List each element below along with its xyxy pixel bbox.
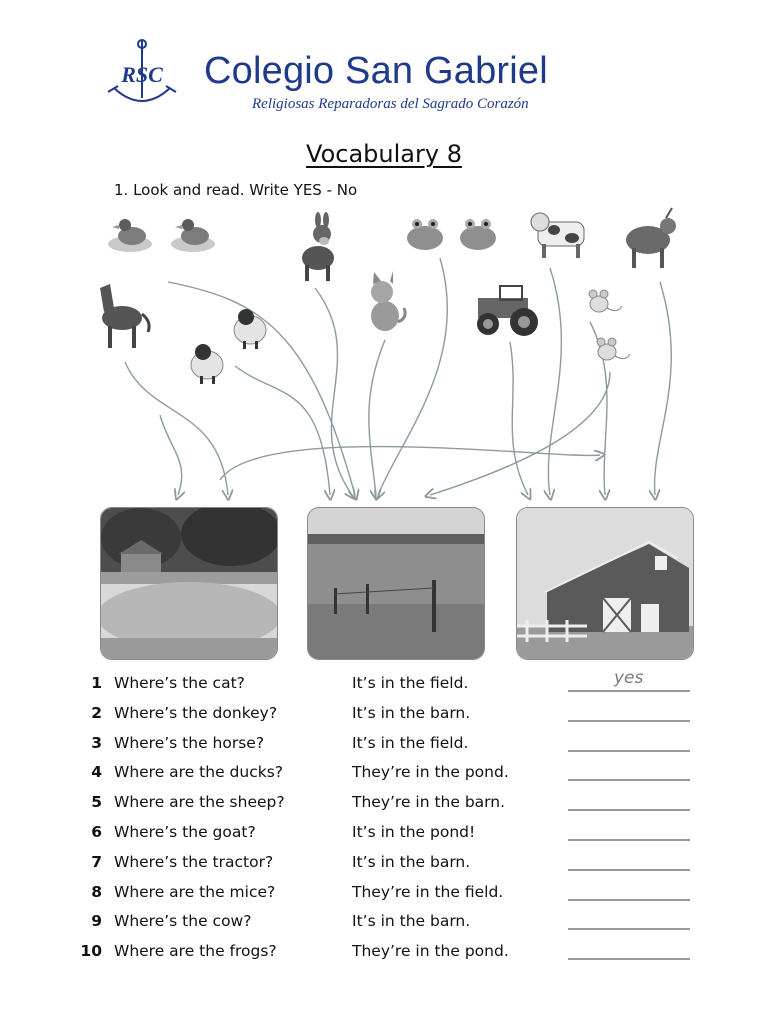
- question-text: Where’s the cow?: [114, 912, 252, 931]
- answer-blank[interactable]: [568, 928, 690, 930]
- question-row: [0, 668, 768, 702]
- sheep-icon: [191, 309, 266, 384]
- answer-blank[interactable]: [568, 869, 690, 871]
- handwritten-answer: yes: [614, 668, 644, 688]
- pond-photo: [100, 507, 278, 660]
- question-row: [0, 823, 768, 851]
- answer-blank[interactable]: [568, 690, 690, 692]
- question-text: Where’s the cat?: [114, 674, 245, 692]
- question-row: [0, 883, 768, 911]
- worksheet-title: Vocabulary 8: [306, 140, 462, 168]
- logo-text: RSC: [121, 62, 163, 87]
- question-number: 9: [91, 912, 102, 931]
- answer-text: It’s in the barn.: [352, 703, 471, 722]
- answer-text: It’s in the pond!: [352, 823, 476, 841]
- instruction: 1. Look and read. Write YES - No: [114, 181, 358, 199]
- field-photo: [307, 507, 485, 660]
- answer-blank[interactable]: [568, 750, 690, 752]
- answer-blank[interactable]: [568, 720, 690, 722]
- answer-text: They’re in the barn.: [352, 793, 506, 812]
- answer-text: It’s in the barn.: [352, 912, 471, 931]
- question-text: Where’s the goat?: [114, 823, 256, 841]
- goat-icon: [626, 208, 676, 268]
- answer-text: It’s in the field.: [352, 733, 469, 752]
- answer-blank[interactable]: [568, 899, 690, 901]
- answer-text: They’re in the pond.: [352, 942, 509, 961]
- question-number: 5: [91, 793, 102, 812]
- cow-icon: [531, 213, 584, 258]
- question-number: 3: [91, 733, 102, 752]
- question-text: Where’s the horse?: [114, 733, 265, 752]
- question-number: 10: [80, 942, 102, 961]
- question-text: Where are the frogs?: [114, 942, 277, 961]
- duck-icon: [108, 219, 215, 252]
- question-number: 8: [91, 882, 102, 901]
- horse-icon: [100, 284, 149, 348]
- question-number: 7: [91, 852, 102, 871]
- answer-blank[interactable]: [568, 839, 690, 841]
- question-row: [0, 912, 768, 940]
- question-row: [0, 793, 768, 821]
- mouse-icon: [589, 290, 630, 360]
- school-subtitle: Religiosas Reparadoras del Sagrado Corazón: [252, 96, 529, 112]
- question-row: [0, 704, 768, 732]
- question-text: Where are the ducks?: [114, 763, 284, 782]
- answer-blank[interactable]: [568, 809, 690, 811]
- answer-text: It’s in the barn.: [352, 852, 471, 871]
- question-row: [0, 942, 768, 970]
- frog-icon: [407, 219, 496, 250]
- barn-photo: [516, 507, 694, 660]
- question-number: 6: [91, 823, 102, 841]
- cat-icon: [371, 271, 405, 331]
- answer-blank[interactable]: [568, 958, 690, 960]
- matching-illustration: [0, 0, 768, 505]
- question-row: [0, 763, 768, 791]
- question-row: [0, 734, 768, 762]
- answer-text: It’s in the field.: [352, 674, 469, 692]
- answer-text: They’re in the pond.: [352, 763, 509, 782]
- question-number: 4: [91, 763, 102, 782]
- answer-blank[interactable]: [568, 779, 690, 781]
- question-text: Where’s the donkey?: [114, 703, 278, 722]
- school-name: Colegio San Gabriel: [204, 50, 548, 92]
- question-number: 2: [91, 703, 102, 722]
- tractor-icon: [477, 286, 538, 336]
- question-text: Where’s the tractor?: [114, 852, 274, 871]
- question-number: 1: [91, 674, 102, 692]
- question-text: Where are the mice?: [114, 882, 276, 901]
- answer-text: They’re in the field.: [352, 882, 504, 901]
- question-text: Where are the sheep?: [114, 793, 285, 812]
- donkey-icon: [302, 212, 334, 281]
- question-row: [0, 853, 768, 881]
